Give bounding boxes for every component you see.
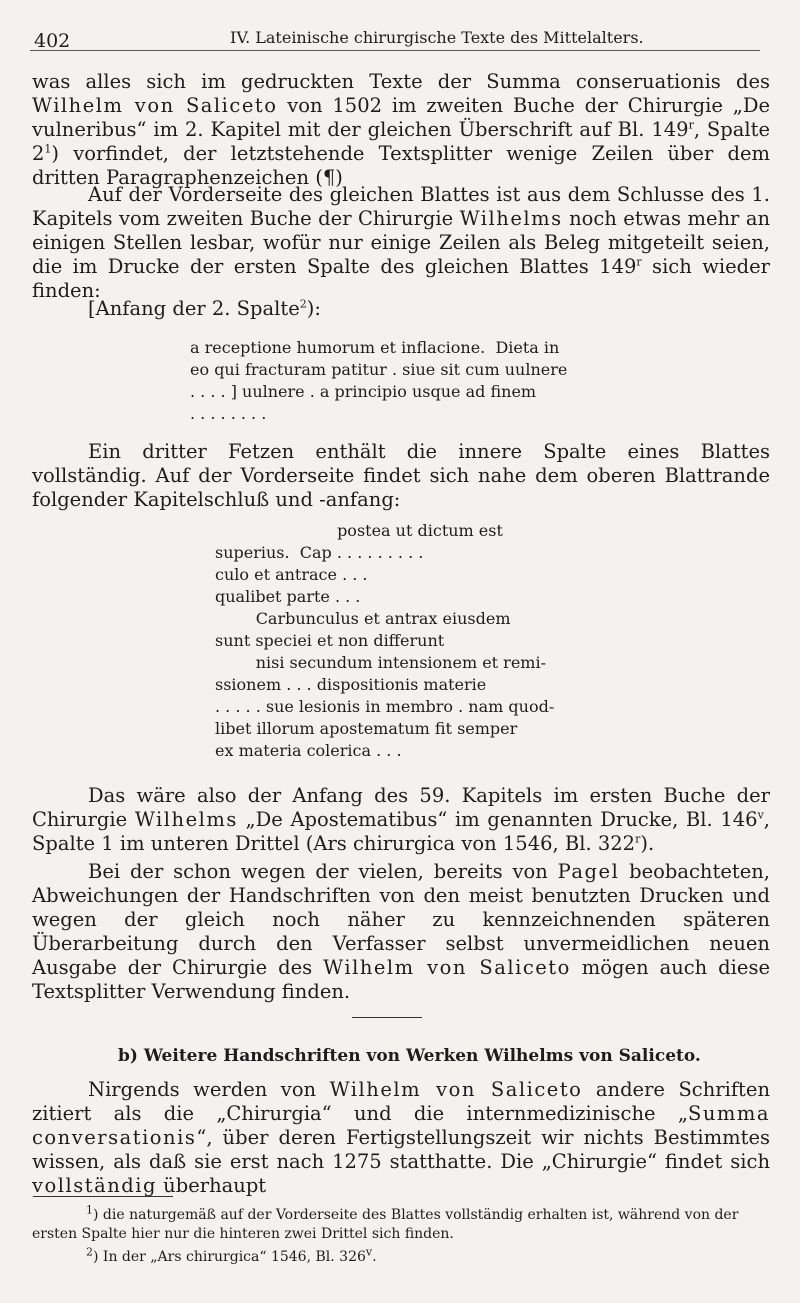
anfang-line: [Anfang der 2. Spalte$^2$): xyxy=(88,297,321,320)
paragraph-2: Auf der Vorderseite des gleichen Blattes ist aus dem Schlusse des 1. Kapitels vom zweiten Buche der Chirurgie Wilhelms noch etwas mehr an einigen Stellen lesbar, wofür nur einige Zeilen als Beleg mitgeteilt seien, die im Drucke der ersten Spalte des gleichen Blattes 149$^r$ sich wieder finden: xyxy=(32,183,771,302)
latin-excerpt-1 xyxy=(190,337,567,425)
latin-line: ex materia colerica . . . xyxy=(215,741,402,760)
latin-line: Carbunculus et antrax eiusdem xyxy=(215,609,511,628)
paragraph-4: Das wäre also der Anfang des 59. Kapitels im ersten Buche der Chirurgie Wilhelms „De Apostematibus“ im genannten Drucke, Bl. 146$^v$, Spalte 1 im unteren Drittel (Ars chirurgica von 1546, Bl. 322$^r$). xyxy=(32,784,770,855)
latin-line: ssionem . . . dispositionis materie xyxy=(215,675,487,694)
page-header xyxy=(30,20,760,51)
latin-line: nisi secundum intensionem et remi- xyxy=(215,653,546,672)
page-number: 402 xyxy=(34,30,71,52)
latin-line: . . . . . . . . xyxy=(190,404,267,423)
latin-line: . . . . . sue lesionis in membro . nam quod- xyxy=(215,697,555,716)
latin-line: sunt speciei et non differunt xyxy=(215,631,445,650)
paragraph-1: was alles sich im gedruckten Texte der Summa conseruationis des Wilhelm von Saliceto von 1502 im zweiten Buche der Chirurgie „De vulneribus“ im 2. Kapitel mit der gleichen Überschrift auf Bl. 149$^r$, Spalte $2^1$) vorfindet, der letztstehende Textsplitter wenige Zeilen über dem dritten Paragraphenzeichen (¶) xyxy=(32,70,771,189)
footnote-1: $^1$) die naturgemäß auf der Vorderseite des Blattes vollständig erhalten ist, während von der ersten Spalte hier nur die hinteren zwei Drittel sich finden. xyxy=(32,1203,739,1242)
latin-line: superius. Cap . . . . . . . . . xyxy=(215,543,424,562)
section-heading: b) Weitere Handschriften von Werken Wilhelms von Saliceto. xyxy=(118,1046,701,1066)
paragraph-5: Bei der schon wegen der vielen, bereits von Pagel beobachteten, Abweichungen der Handschriften von den meist benutzten Drucken und wegen der gleich noch näher zu kennzeichnenden späteren Überarbeitung durch den Verfasser selbst unvermeidlichen neuen Ausgabe der Chirurgie des Wilhelm von Saliceto mögen auch diese Textsplitter Verwendung finden. xyxy=(32,860,771,1003)
footnote-separator xyxy=(33,1196,173,1197)
latin-line: a receptione humorum et inflacione. Dieta in xyxy=(190,338,560,357)
latin-line: eo qui fracturam patitur . siue sit cum uulnere xyxy=(190,360,568,379)
running-title: IV. Lateinische chirurgische Texte des Mittelalters. xyxy=(230,28,644,47)
section-divider xyxy=(352,1017,422,1018)
latin-excerpt-2 xyxy=(215,520,554,762)
paragraph-6: Nirgends werden von Wilhelm von Saliceto andere Schriften zitiert als die „Chirurgia“ und die internmedizinische „Summa conversationis“, über deren Fertigstellungszeit wir nichts Bestimmtes wissen, als daß sie erst nach 1275 statthatte. Die „Chirurgie“ findet sich vollständig überhaupt xyxy=(32,1078,770,1197)
latin-line: postea ut dictum est xyxy=(215,521,503,540)
latin-line: qualibet parte . . . xyxy=(215,587,361,606)
footnote-2: $^2$) In der „Ars chirurgica“ 1546, Bl. 326$^v$. xyxy=(86,1245,377,1265)
latin-line: . . . . ] uulnere . a principio usque ad finem xyxy=(190,382,537,401)
paragraph-3: Ein dritter Fetzen enthält die innere Spalte eines Blattes vollständig. Auf der Vorderseite findet sich nahe dem oberen Blattrande folgender Kapitelschluß und -anfang: xyxy=(32,440,770,511)
latin-line: culo et antrace . . . xyxy=(215,565,368,584)
latin-line: libet illorum apostematum fit semper xyxy=(215,719,518,738)
